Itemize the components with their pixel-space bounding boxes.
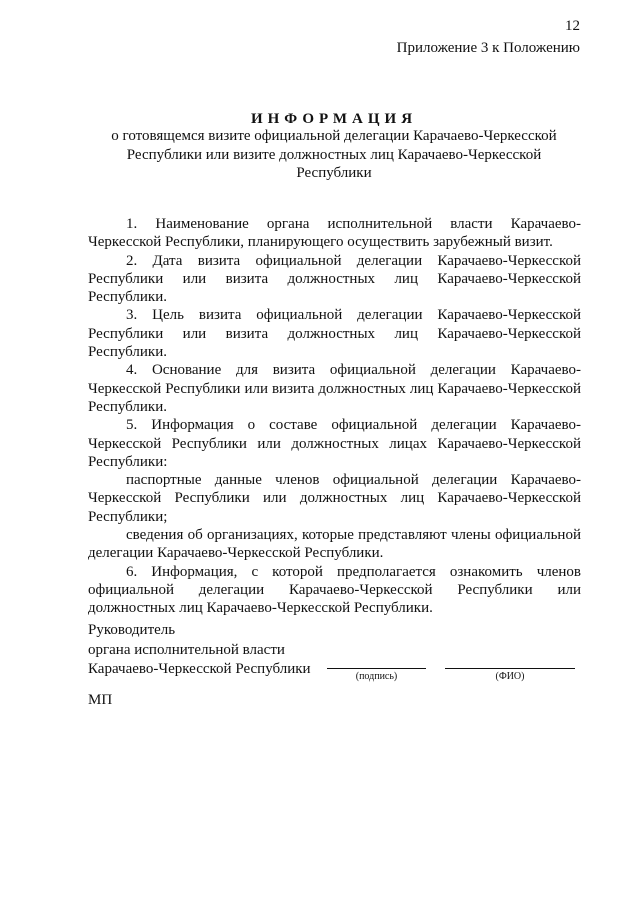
page-number: 12	[565, 18, 580, 34]
signatory-line: Руководитель	[88, 622, 176, 638]
full-name-line	[445, 668, 575, 669]
paragraph-2: 2. Дата визита официальной делегации Карачаево-Черкесской Республики или визита должностных лиц Карачаево-Черкесской Республики.	[88, 252, 581, 306]
document-body	[88, 215, 581, 618]
appendix-reference: Приложение 3 к Положению	[396, 40, 580, 56]
subtitle-line: Республики или визите должностных лиц Карачаево-Черкесской	[126, 146, 542, 163]
paragraph-3: 3. Цель визита официальной делегации Карачаево-Черкесской Республики или визита должностных лиц Карачаево-Черкесской Республики.	[88, 307, 581, 361]
document-title: ИНФОРМАЦИЯ	[250, 111, 418, 127]
paragraph-5-organizations: сведения об организациях, которые представляют члены официальной делегации Карачаево-Черкесской Республики.	[88, 527, 581, 562]
full-name-caption: (ФИО)	[495, 671, 525, 682]
stamp-placeholder: МП	[88, 692, 113, 708]
signatory-line: Карачаево-Черкесской Республики	[88, 661, 311, 677]
paragraph-4: 4. Основание для визита официальной делегации Карачаево-Черкесской Республики или визита должностных лиц Карачаево-Черкесской Республики.	[88, 362, 581, 415]
signatory-line: органа исполнительной власти	[88, 641, 285, 658]
document-subtitle	[88, 127, 580, 183]
paragraph-1: 1. Наименование органа исполнительной власти Карачаево-Черкесской Республики, планирующего осуществить зарубежный визит.	[88, 216, 581, 251]
subtitle-line: о готовящемся визите официальной делегации Карачаево-Черкесской	[111, 128, 557, 144]
paragraph-5: 5. Информация о составе официальной делегации Карачаево-Черкесской Республики или должностных лицах Карачаево-Черкесской Республики:	[88, 417, 581, 470]
signature-line	[327, 668, 426, 669]
paragraph-5-passport: паспортные данные членов официальной делегации Карачаево-Черкесской Республики или должностных лиц Карачаево-Черкесской Республики;	[88, 472, 581, 525]
paragraph-6: 6. Информация, с которой предполагается ознакомить членов официальной делегации Карачаево-Черкесской Республики или должностных лиц Карачаево-Черкесской Республики.	[88, 563, 581, 617]
subtitle-line: Республики	[296, 165, 372, 181]
signature-caption: (подпись)	[355, 671, 398, 682]
